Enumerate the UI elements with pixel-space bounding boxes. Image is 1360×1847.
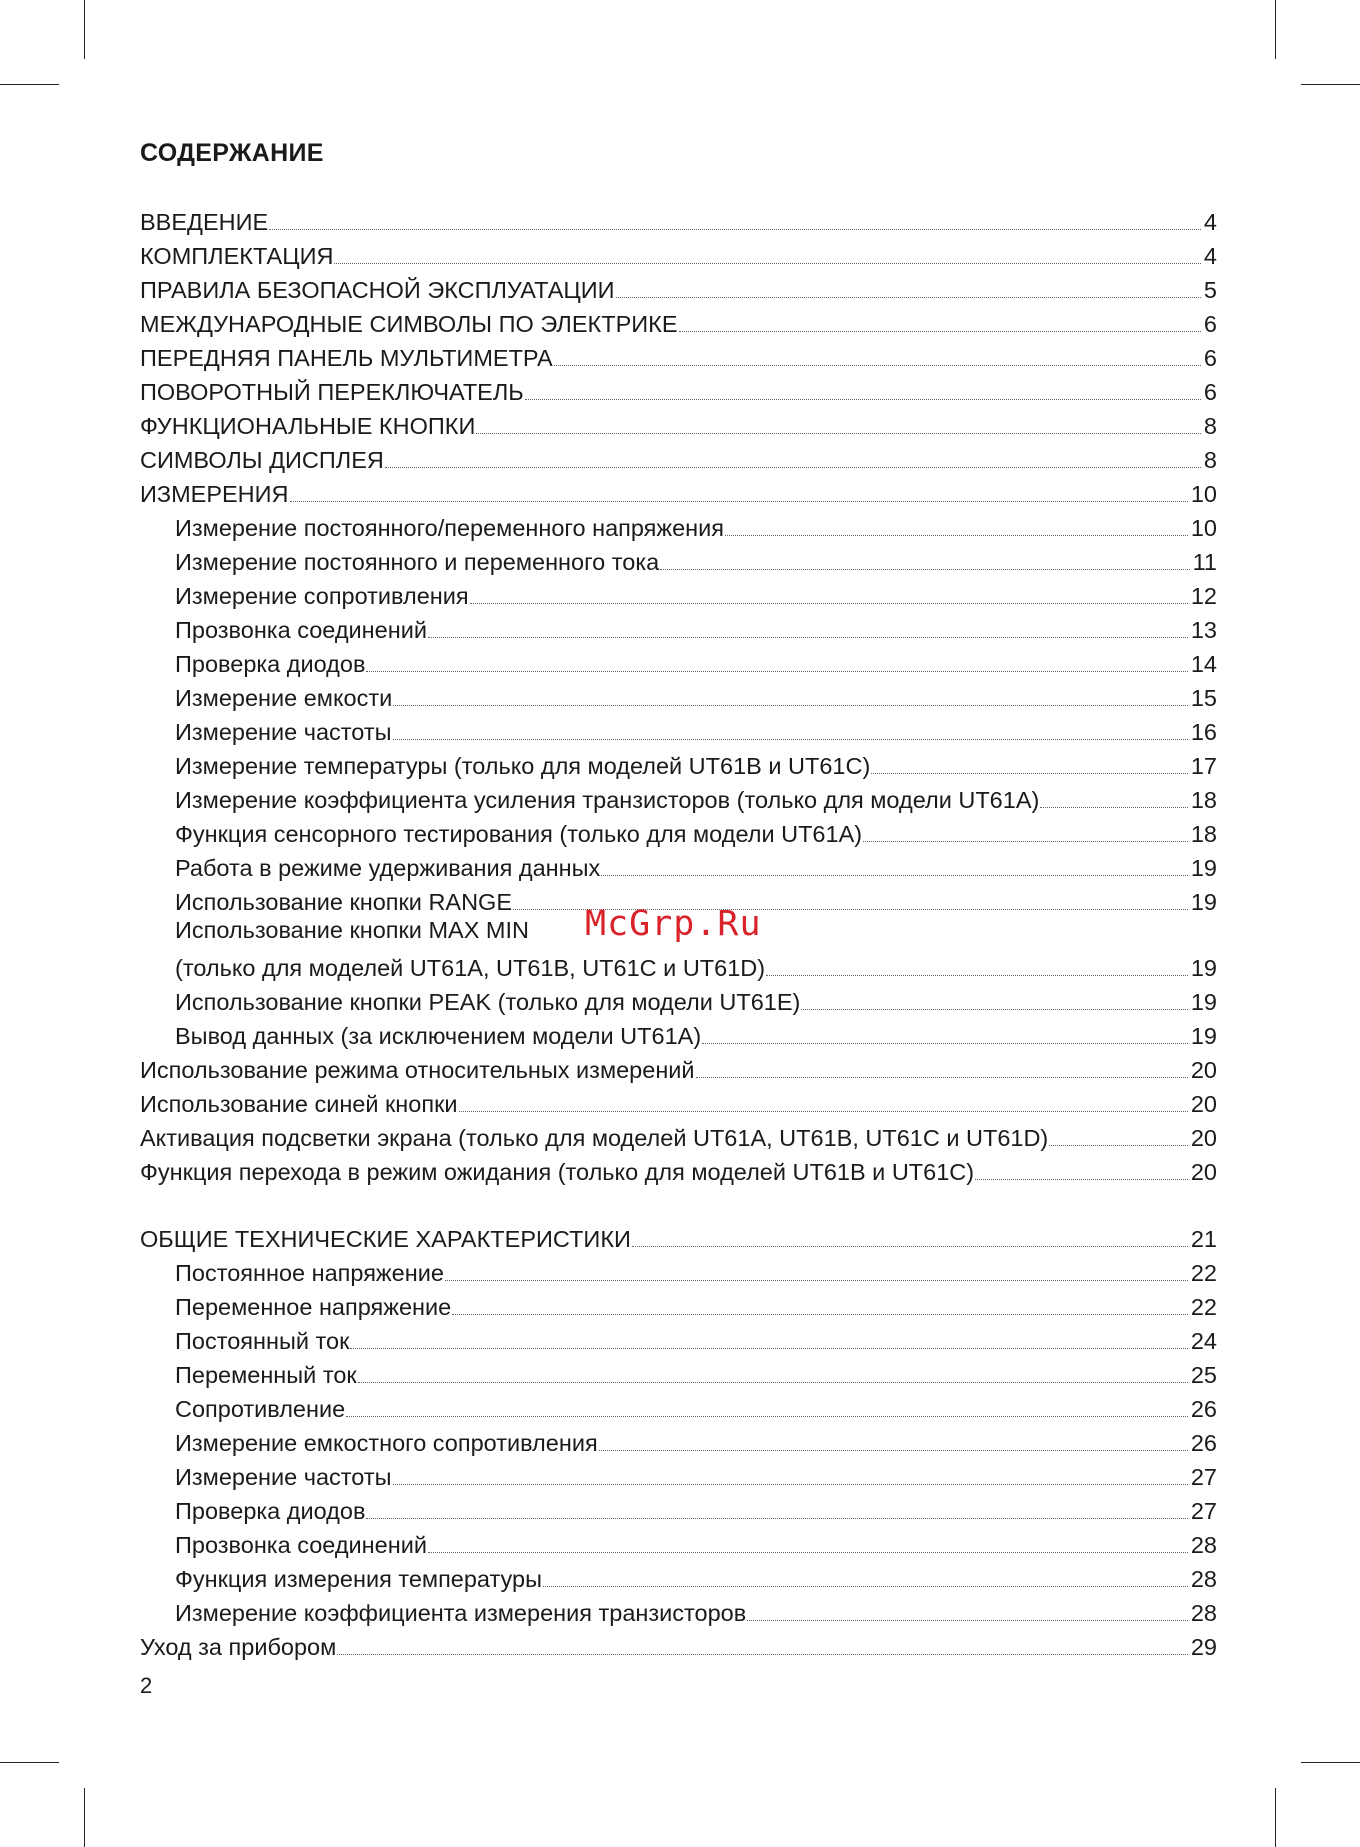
toc-entry[interactable]: ПРАВИЛА БЕЗОПАСНОЙ ЭКСПЛУАТАЦИИ 5 xyxy=(140,277,1217,303)
toc-entry[interactable]: ОБЩИЕ ТЕХНИЧЕСКИЕ ХАРАКТЕРИСТИКИ 21 xyxy=(140,1226,1217,1252)
toc-entry[interactable]: Активация подсветки экрана (только для моделей UT61A, UT61B, UT61C и UT61D) 20 xyxy=(140,1125,1217,1151)
toc-entry[interactable]: Функция сенсорного тестирования (только для модели UT61A) 18 xyxy=(175,821,1217,847)
toc-entry[interactable]: ВВЕДЕНИЕ 4 xyxy=(140,209,1217,235)
toc-entry[interactable]: Измерение температуры (только для моделей UT61B и UT61C) 17 xyxy=(175,753,1217,779)
toc-entry[interactable]: ПЕРЕДНЯЯ ПАНЕЛЬ МУЛЬТИМЕТРА 6 xyxy=(140,345,1217,371)
toc-entry[interactable]: Функция перехода в режим ожидания (только для моделей UT61B и UT61C) 20 xyxy=(140,1159,1217,1185)
toc-entry[interactable]: Измерение емкости 15 xyxy=(175,685,1217,711)
toc-entry[interactable]: Постоянный ток 24 xyxy=(175,1328,1217,1354)
toc-entry[interactable]: Использование синей кнопки 20 xyxy=(140,1091,1217,1117)
toc-entry[interactable]: Прозвонка соединений 28 xyxy=(175,1532,1217,1558)
toc-entry[interactable]: Измерение частоты 16 xyxy=(175,719,1217,745)
crop-mark xyxy=(84,1788,85,1847)
toc-entry[interactable]: ПОВОРОТНЫЙ ПЕРЕКЛЮЧАТЕЛЬ 6 xyxy=(140,379,1217,405)
page-title: СОДЕРЖАНИЕ xyxy=(140,139,324,167)
toc-entry[interactable]: Измерение постоянного и переменного тока 11 xyxy=(175,549,1217,575)
watermark: McGrp.Ru xyxy=(585,904,762,944)
toc-entry[interactable]: КОМПЛЕКТАЦИЯ 4 xyxy=(140,243,1217,269)
toc-entry[interactable]: МЕЖДУНАРОДНЫЕ СИМВОЛЫ ПО ЭЛЕКТРИКЕ 6 xyxy=(140,311,1217,337)
crop-mark xyxy=(1301,84,1360,85)
toc-entry[interactable]: Измерение коэффициента усиления транзисторов (только для модели UT61A) 18 xyxy=(175,787,1217,813)
toc-entry[interactable]: Измерение емкостного сопротивления 26 xyxy=(175,1430,1217,1456)
toc-entry[interactable]: Использование кнопки RANGE 19 xyxy=(175,889,1217,915)
page-number: 2 xyxy=(140,1673,153,1698)
toc-entry[interactable]: Использование кнопки PEAK (только для модели UT61E) 19 xyxy=(175,989,1217,1015)
toc-entry[interactable]: Измерение коэффициента измерения транзисторов 28 xyxy=(175,1600,1217,1626)
crop-mark xyxy=(0,84,59,85)
crop-mark xyxy=(0,1762,59,1763)
toc-entry[interactable]: Прозвонка соединений 13 xyxy=(175,617,1217,643)
toc-entry[interactable]: Проверка диодов 27 xyxy=(175,1498,1217,1524)
toc-entry[interactable]: СИМВОЛЫ ДИСПЛЕЯ 8 xyxy=(140,447,1217,473)
toc-entry[interactable]: Вывод данных (за исключением модели UT61A) 19 xyxy=(175,1023,1217,1049)
toc-entry[interactable]: Переменный ток 25 xyxy=(175,1362,1217,1388)
crop-mark xyxy=(1301,1762,1360,1763)
toc-entry[interactable]: Функция измерения температуры 28 xyxy=(175,1566,1217,1592)
toc-entry[interactable]: Измерение частоты 27 xyxy=(175,1464,1217,1490)
toc-entry[interactable]: Измерение сопротивления 12 xyxy=(175,583,1217,609)
toc-entry[interactable]: (только для моделей UT61A, UT61B, UT61C и UT61D) 19 xyxy=(175,955,1217,981)
toc-entry[interactable]: Переменное напряжение 22 xyxy=(175,1294,1217,1320)
toc-entry[interactable]: Работа в режиме удерживания данных 19 xyxy=(175,855,1217,881)
toc-entry[interactable]: Уход за прибором 29 xyxy=(140,1634,1217,1660)
crop-mark xyxy=(84,0,85,59)
toc-entry[interactable]: Постоянное напряжение 22 xyxy=(175,1260,1217,1286)
toc-entry[interactable]: Сопротивление 26 xyxy=(175,1396,1217,1422)
toc-entry[interactable]: ИЗМЕРЕНИЯ 10 xyxy=(140,481,1217,507)
crop-mark xyxy=(1275,1788,1276,1847)
toc-entry[interactable]: Использование режима относительных измерений 20 xyxy=(140,1057,1217,1083)
toc-entry[interactable]: Проверка диодов 14 xyxy=(175,651,1217,677)
toc-entry-text[interactable]: Использование кнопки MAX MIN xyxy=(175,917,529,943)
toc-entry[interactable]: Измерение постоянного/переменного напряжения 10 xyxy=(175,515,1217,541)
toc-entry[interactable]: ФУНКЦИОНАЛЬНЫЕ КНОПКИ 8 xyxy=(140,413,1217,439)
crop-mark xyxy=(1275,0,1276,59)
